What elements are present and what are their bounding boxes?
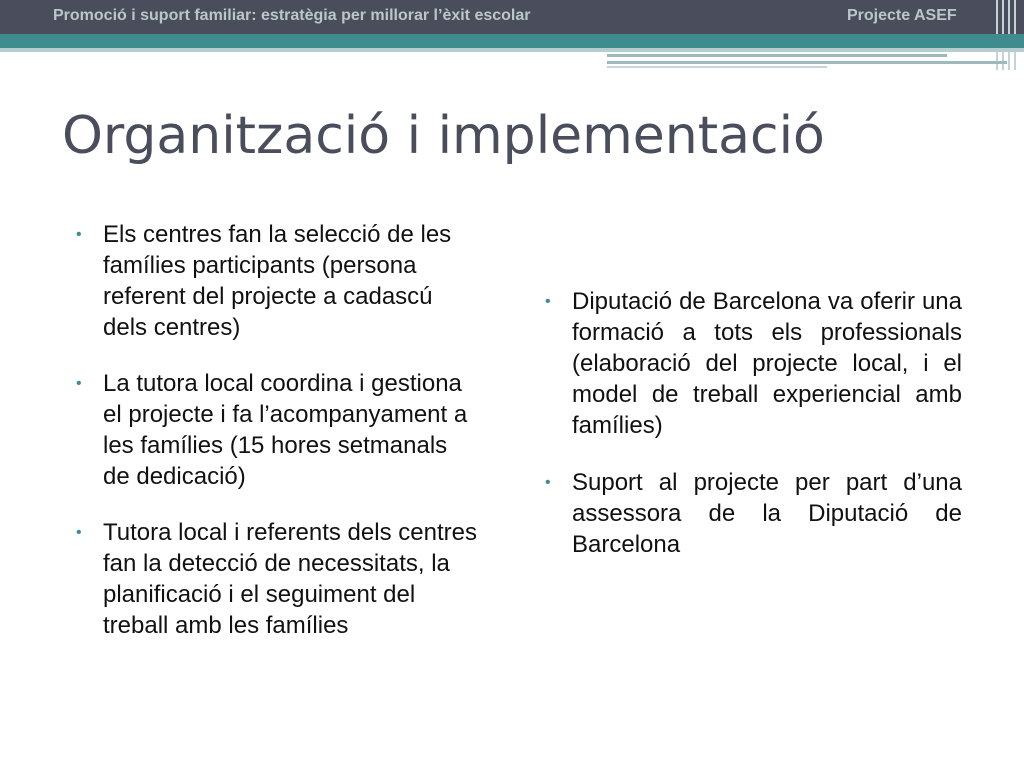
decorative-line [607,61,1007,64]
list-item-text: Els centres fan la selecció de les famílies participants (persona referent del projecte a cadascú dels centres) [103,221,452,341]
bullet-icon: • [545,474,551,491]
list-item [72,219,477,343]
left-bullet-list [72,219,477,641]
list-item-text: Diputació de Barcelona va oferir una formació a tots els professionals (elaboració del projecte local, i el model de treball experiencial amb famílies) [572,288,962,439]
decorative-line [607,54,947,57]
bullet-icon: • [76,226,82,243]
project-name: Projecte ASEF [847,7,957,24]
slide-title: Organització i implementació [62,106,825,166]
list-item-text: Suport al projecte per part d’una assessora de la Diputació de Barcelona [572,469,962,558]
right-bullet-list [541,286,962,560]
list-item [541,286,962,441]
decorative-line [607,66,827,68]
list-item [72,517,477,641]
list-item [72,368,477,492]
presentation-subtitle: Promoció i suport familiar: estratègia per millorar l’èxit escolar [53,7,531,24]
bullet-icon: • [545,293,551,310]
list-item-text: Tutora local i referents dels centres fan la detecció de necessitats, la planificació i el seguiment del treball amb les famílies [103,519,477,639]
list-item [541,467,962,560]
bullet-icon: • [76,524,82,541]
header-light-band [0,48,1024,52]
right-column [541,286,962,586]
header-bar [0,0,1024,34]
header-accent-band [0,34,1024,48]
bullet-icon: • [76,375,82,392]
left-column [72,219,477,666]
list-item-text: La tutora local coordina i gestiona el projecte i fa l’acompanyament a les famílies (15 hores setmanals de dedicació) [103,370,468,490]
